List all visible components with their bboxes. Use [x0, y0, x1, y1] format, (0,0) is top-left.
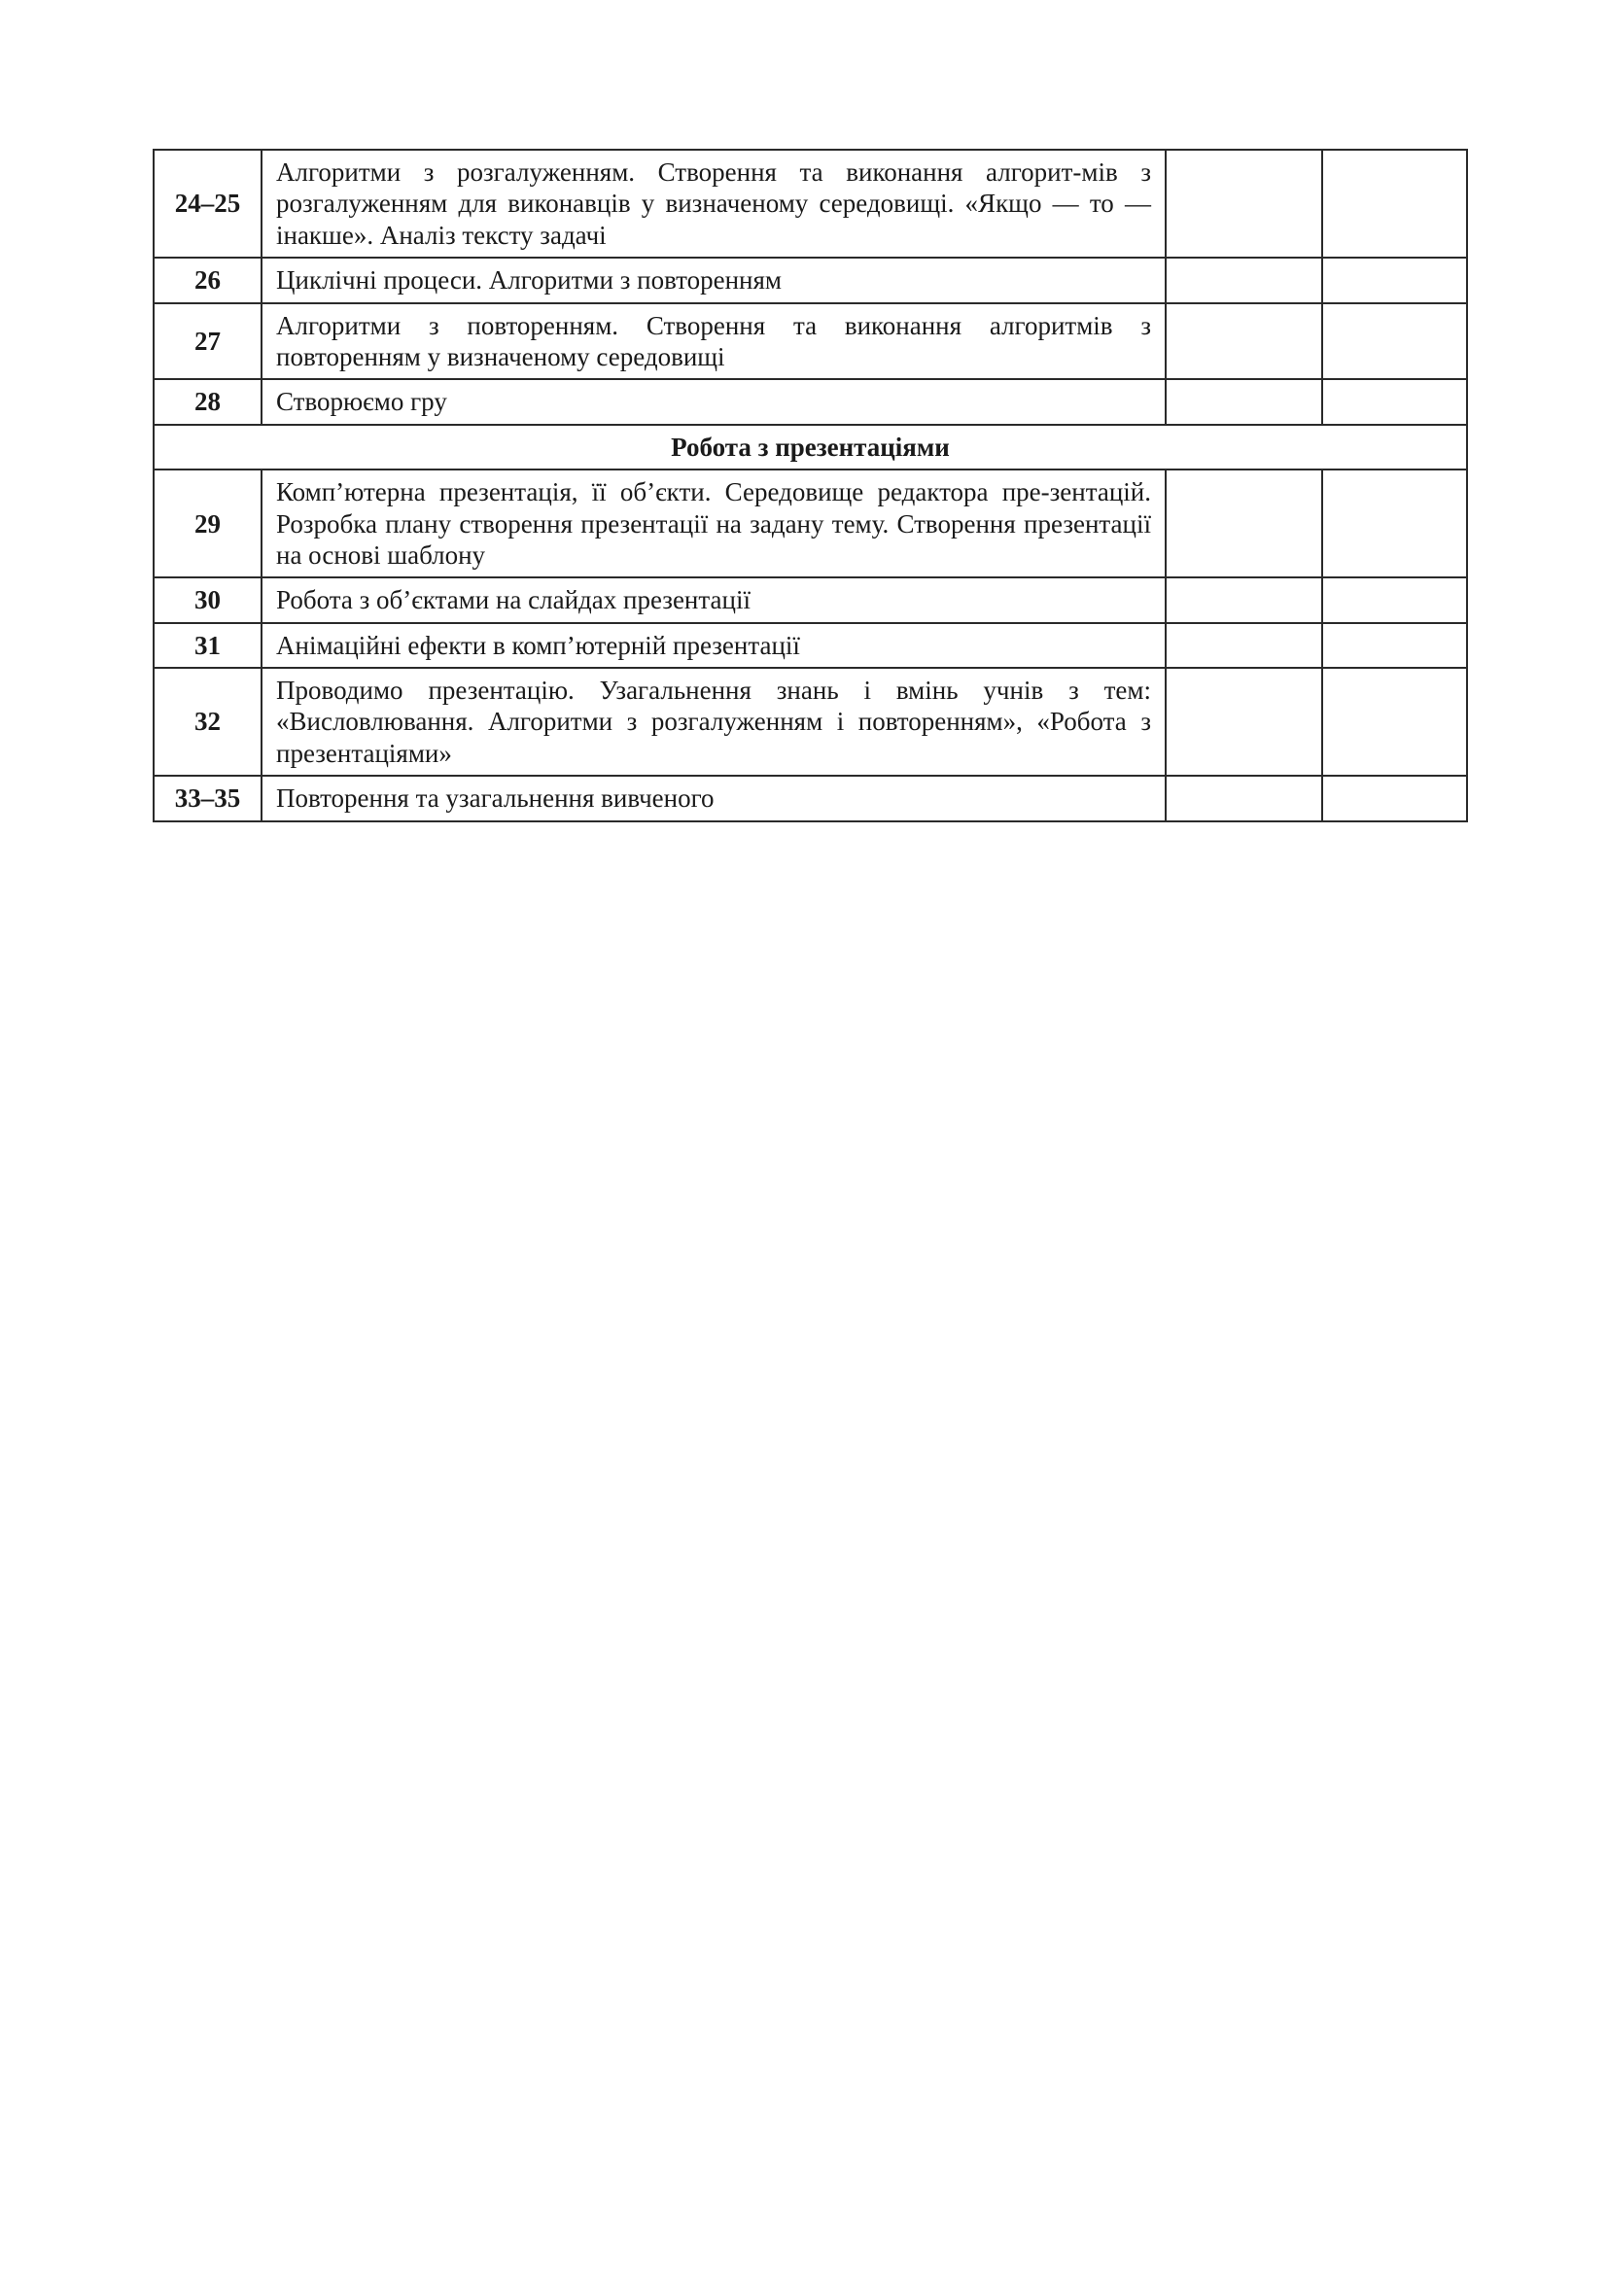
lesson-date-cell: [1166, 470, 1322, 577]
table-row: [154, 668, 1467, 776]
section-heading: Робота з презентаціями: [154, 425, 1467, 470]
table-row: [154, 303, 1467, 380]
lesson-date-cell: [1166, 303, 1322, 380]
lesson-number: 32: [154, 668, 262, 776]
lesson-number: 30: [154, 577, 262, 622]
lesson-topic: Повторення та узагальнення вивченого: [262, 776, 1166, 820]
section-row: [154, 425, 1467, 470]
lesson-note-cell: [1322, 258, 1467, 302]
lesson-topic: Створюємо гру: [262, 379, 1166, 424]
lesson-plan-table: [153, 149, 1468, 822]
lesson-date-cell: [1166, 258, 1322, 302]
table-row: [154, 258, 1467, 302]
lesson-topic: Циклічні процеси. Алгоритми з повторенням: [262, 258, 1166, 302]
lesson-date-cell: [1166, 379, 1322, 424]
lesson-topic: Алгоритми з повторенням. Створення та виконання алгоритмів з повторенням у визначеному середовищі: [262, 303, 1166, 380]
lesson-note-cell: [1322, 379, 1467, 424]
lesson-number: 29: [154, 470, 262, 577]
lesson-number: 26: [154, 258, 262, 302]
lesson-note-cell: [1322, 776, 1467, 820]
table-row: [154, 776, 1467, 820]
lesson-number: 31: [154, 623, 262, 668]
lesson-note-cell: [1322, 668, 1467, 776]
table-row: [154, 623, 1467, 668]
lesson-note-cell: [1322, 470, 1467, 577]
lesson-topic: Анімаційні ефекти в комп’ютерній презентації: [262, 623, 1166, 668]
table-row: [154, 470, 1467, 577]
lesson-topic: Робота з об’єктами на слайдах презентації: [262, 577, 1166, 622]
lesson-note-cell: [1322, 577, 1467, 622]
lesson-number: 27: [154, 303, 262, 380]
lesson-date-cell: [1166, 776, 1322, 820]
lesson-note-cell: [1322, 303, 1467, 380]
lesson-number: 24–25: [154, 150, 262, 258]
lesson-date-cell: [1166, 668, 1322, 776]
lesson-date-cell: [1166, 150, 1322, 258]
table-row: [154, 577, 1467, 622]
lesson-note-cell: [1322, 150, 1467, 258]
table-row: [154, 379, 1467, 424]
lesson-date-cell: [1166, 577, 1322, 622]
lesson-number: 28: [154, 379, 262, 424]
lesson-topic: Алгоритми з розгалуженням. Створення та виконання алгорит-мів з розгалуженням для виконавців у визначеному середовищі. «Якщо — то — інакше». Аналіз тексту задачі: [262, 150, 1166, 258]
lesson-note-cell: [1322, 623, 1467, 668]
table-row: [154, 150, 1467, 258]
lesson-number: 33–35: [154, 776, 262, 820]
lesson-topic: Комп’ютерна презентація, її об’єкти. Середовище редактора пре-зентацій. Розробка плану створення презентації на задану тему. Створення презентації на основі шаблону: [262, 470, 1166, 577]
lesson-topic: Проводимо презентацію. Узагальнення знань і вмінь учнів з тем: «Висловлювання. Алгоритми з розгалуженням і повторенням», «Робота з презентаціями»: [262, 668, 1166, 776]
lesson-date-cell: [1166, 623, 1322, 668]
